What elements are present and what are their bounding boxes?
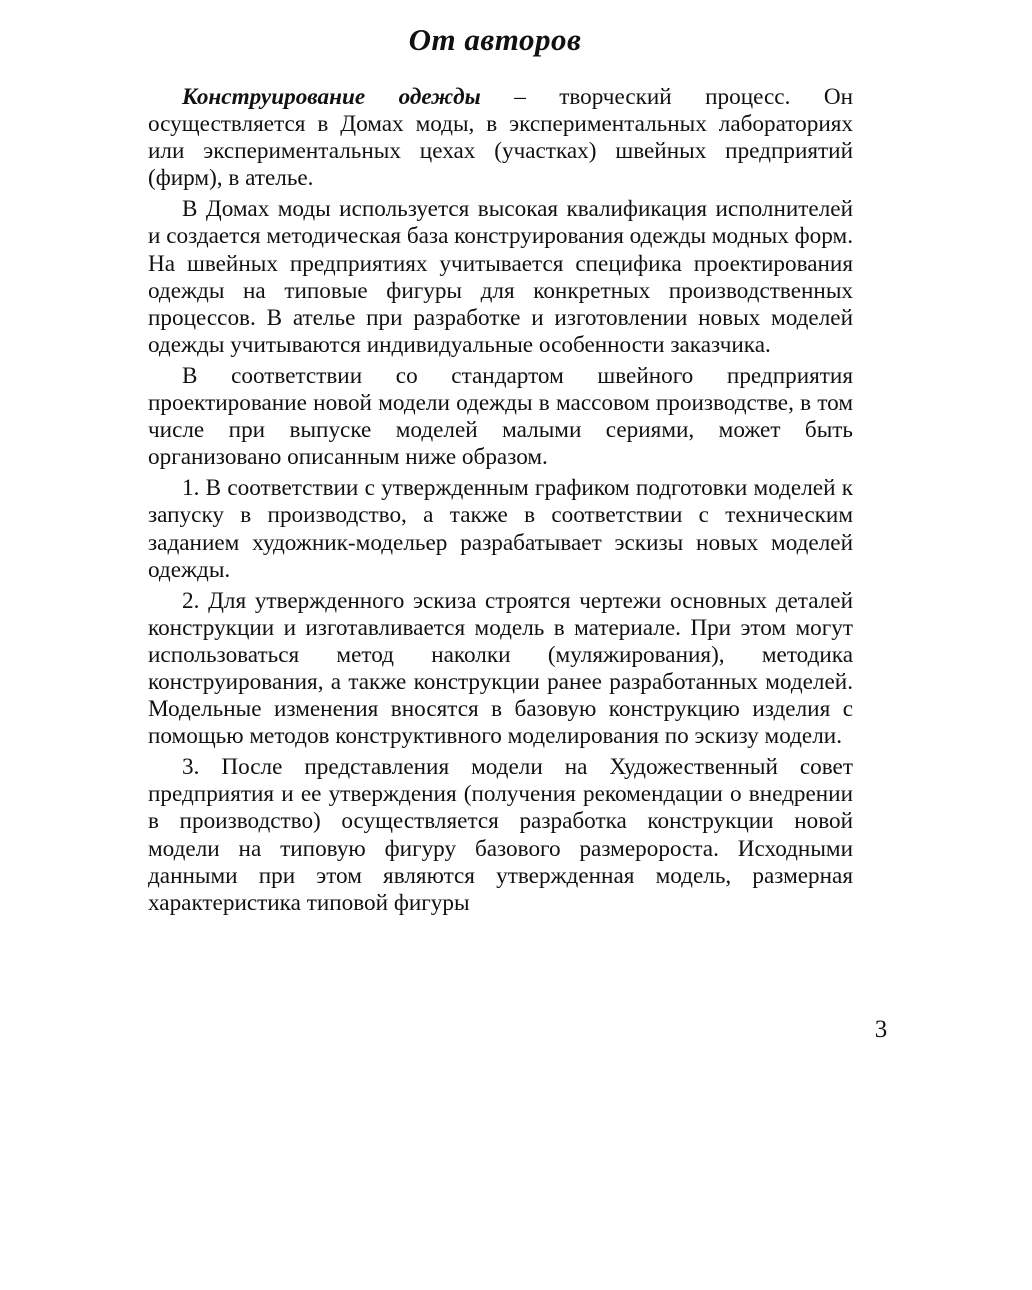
- paragraph-1: [148, 84, 853, 192]
- paragraph-1-text: – творческий процесс. Он осуществляется в Домах моды, в экспериментальных лабораториях или экспериментальных цехах (участках) швейных предприятий (фирм), в ателье.: [148, 84, 853, 192]
- page-title: От авторов: [408, 22, 582, 57]
- paragraph-5: 2. Для утвержденного эскиза строятся чертежи основных деталей конструкции и изготавливается модель в материале. При этом могут использоваться метод наколки (муляжирования), методика конструирования, а также конструкции ранее разработанных моделей. Модельные изменения вносятся в базовую конструкцию изделия с помощью методов конструктивного моделирования по эскизу модели.: [148, 587, 853, 750]
- paragraph-6: 3. После представления модели на Художественный совет предприятия и ее утверждения (получения рекомендации о внедрении в производство) осуществляется разработка конструкции новой модели на типовую фигуру базового размеророста. Исходными данными при этом являются утвержденная модель, размерная характеристика типовой фигуры: [148, 754, 853, 916]
- paragraph-3: В соответствии со стандартом швейного предприятия проектирование новой модели одежды в массовом производстве, в том числе при выпуске моделей малыми сериями, может быть организовано описанным ниже образом.: [148, 362, 853, 471]
- paragraph-4: 1. В соответствии с утвержденным графиком подготовки моделей к запуску в производство, а также в соответствии с техническим заданием художник-модельер разрабатывает эскизы новых моделей одежды.: [148, 475, 853, 583]
- page-number: 3: [874, 1016, 888, 1043]
- body-text: [148, 84, 853, 921]
- paragraph-2: В Домах моды используется высокая квалификация исполнителей и создается методическая база конструирования одежды модных форм. На швейных предприятиях учитывается специфика проектирования одежды на типовые фигуры для конкретных производственных процессов. В ателье при разработке и изготовлении новых моделей одежды учитываются индивидуальные особенности заказчика.: [148, 196, 853, 358]
- paragraph-1-lead-term: Конструирование одежды: [182, 84, 481, 110]
